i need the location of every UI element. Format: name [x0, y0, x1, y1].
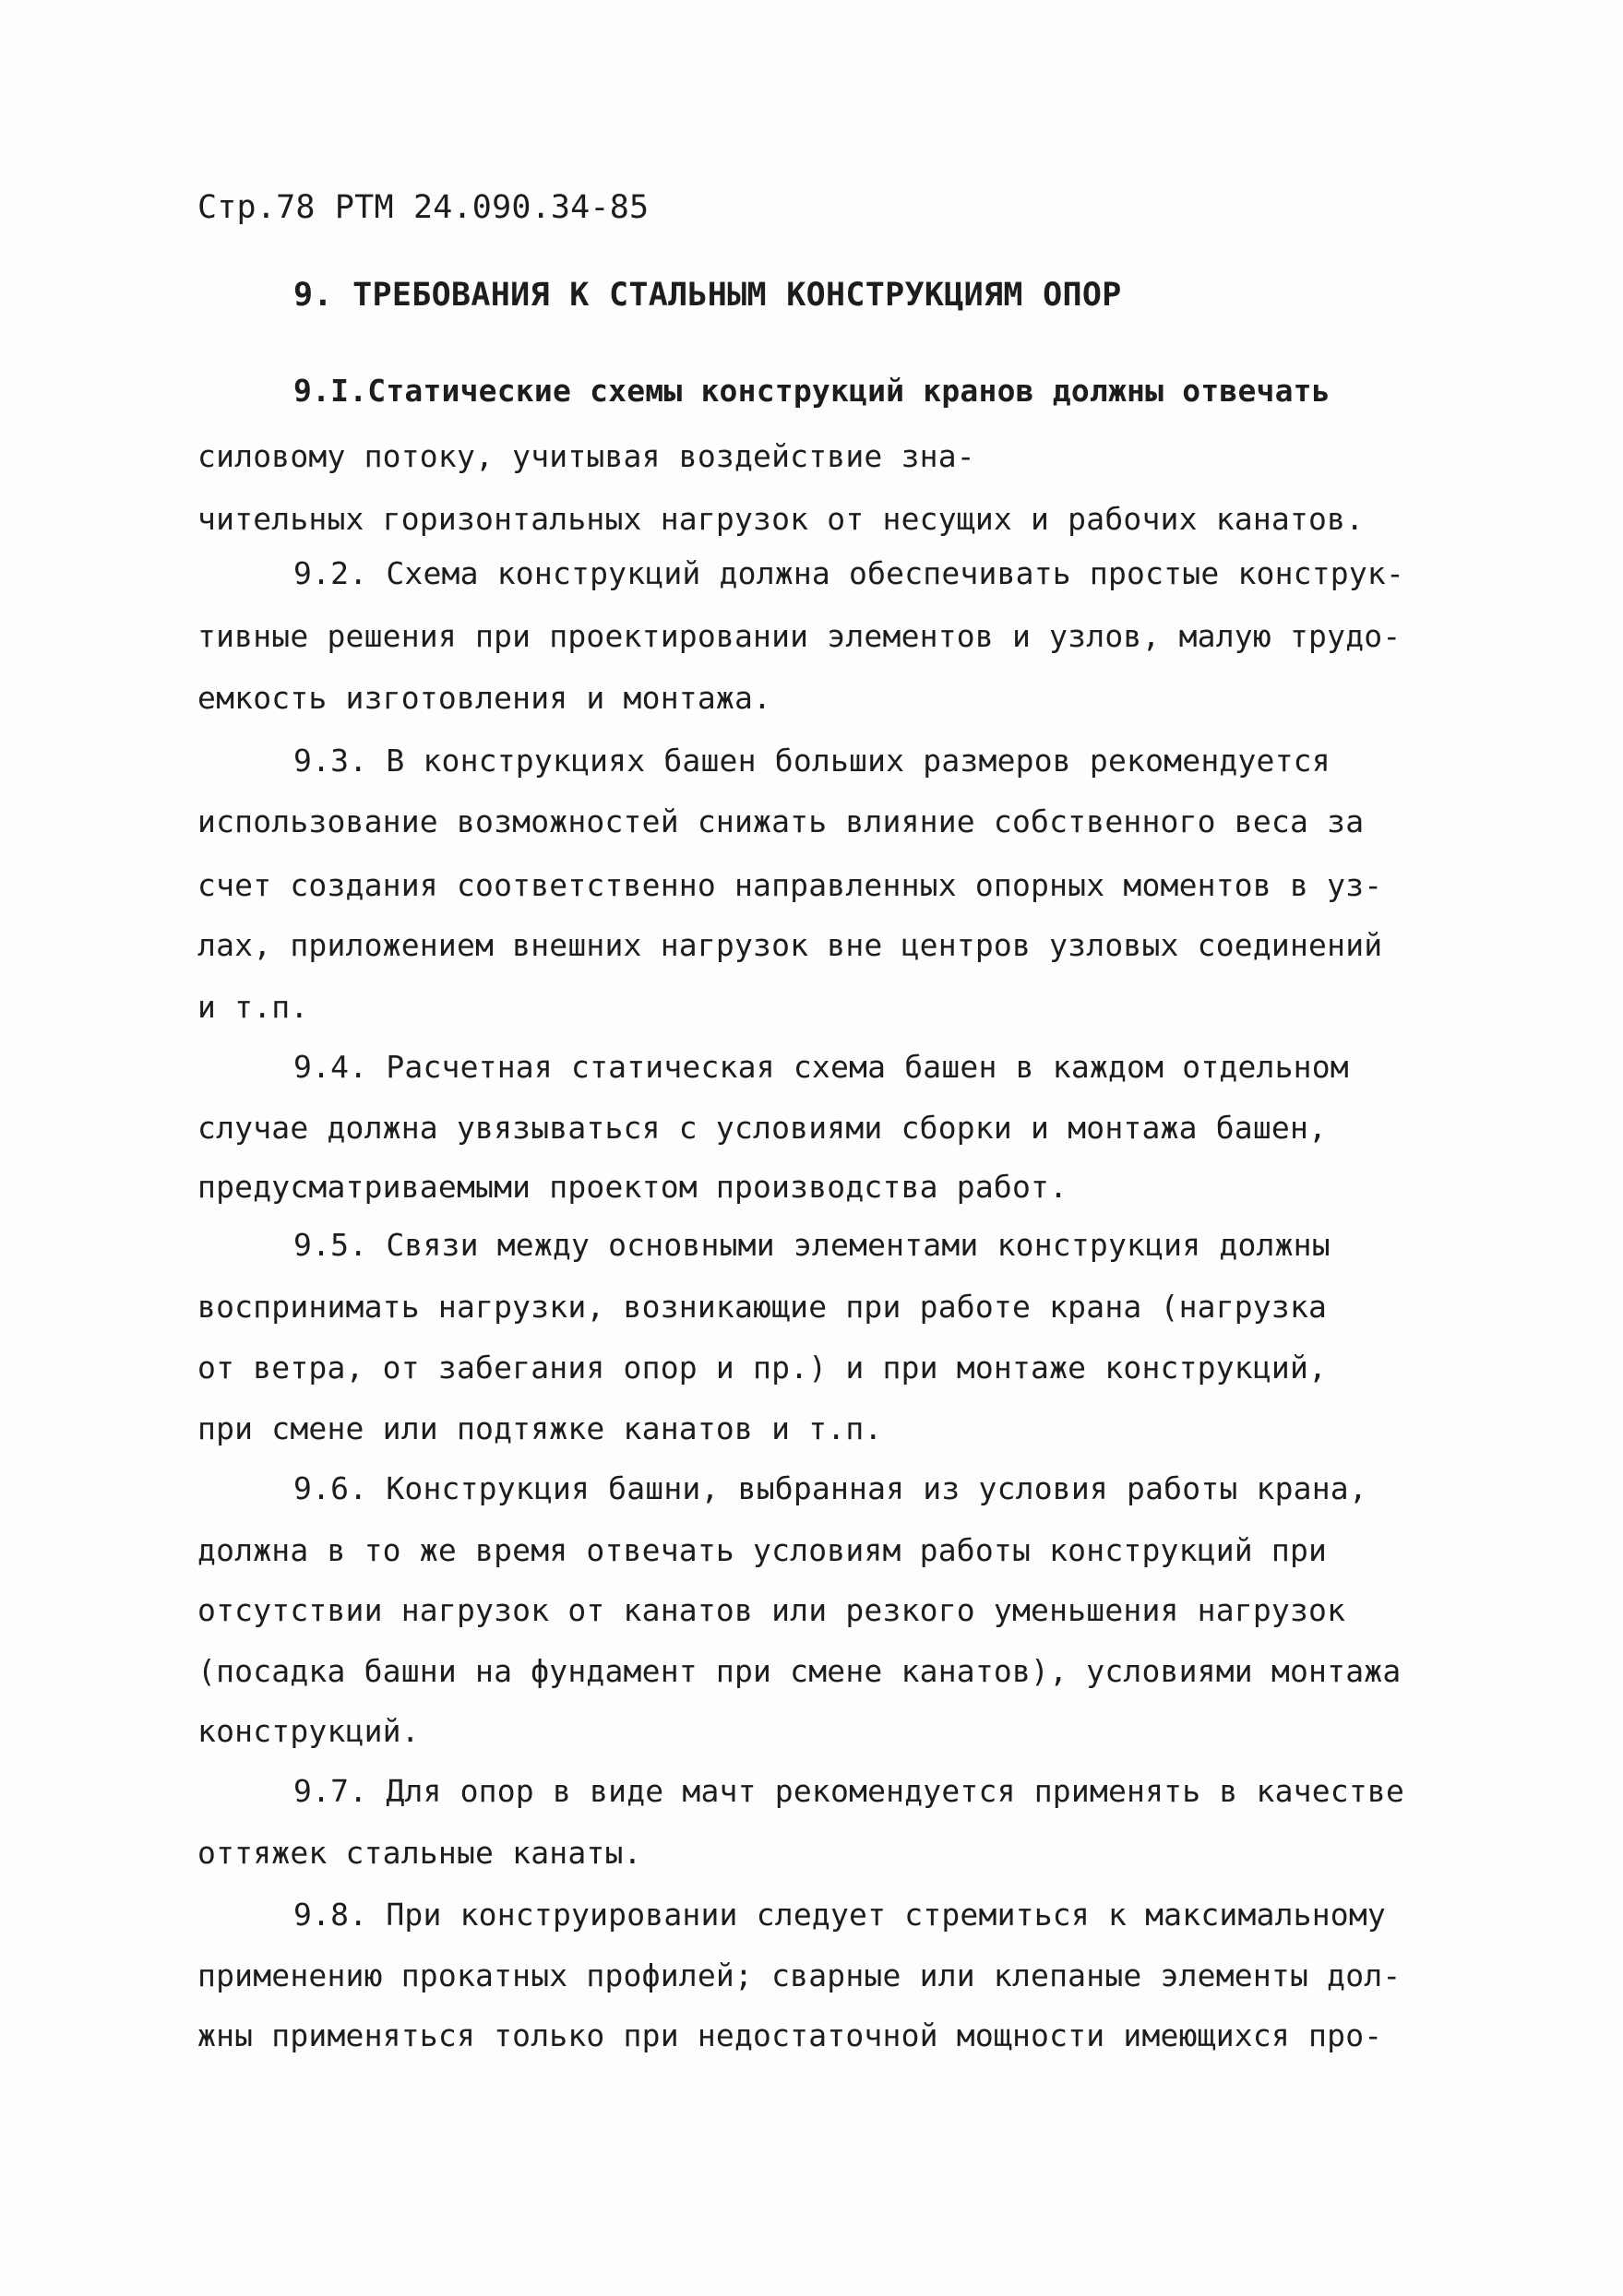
text-line-9-4-b: случае должна увязываться с условиями сборки и монтажа башен, [197, 1110, 1328, 1146]
text-line-9-8-b: применению прокатных профилей; сварные или клепаные элементы дол- [197, 1957, 1402, 1993]
text-line-9-7-b: оттяжек стальные канаты. [197, 1835, 642, 1871]
text-line-9-3-b: использование возможностей снижать влияние собственного веса за [197, 803, 1365, 839]
section-title: 9. ТРЕБОВАНИЯ К СТАЛЬНЫМ КОНСТРУКЦИЯМ ОПОР [293, 277, 1122, 314]
text-line-9-8-a: 9.8. При конструировании следует стремиться к максимальному [293, 1897, 1386, 1933]
text-line-9-6-b: должна в то же время отвечать условиям работы конструкций при [197, 1532, 1328, 1568]
text-line-9-3-a: 9.3. В конструкциях башен больших размеров рекомендуется [293, 743, 1331, 779]
text-line-9-5-c: от ветра, от забегания опор и пр.) и при монтаже конструкций, [197, 1350, 1328, 1386]
text-line-9-4-a: 9.4. Расчетная статическая схема башен в каждом отдельном [293, 1049, 1349, 1085]
page-header: Стр.78 РТМ 24.090.34-85 [197, 189, 650, 226]
text-line-9-8-c: жны применяться только при недостаточной мощности имеющихся про- [197, 2017, 1383, 2053]
text-line-9-7-a: 9.7. Для опор в виде мачт рекомендуется применять в качестве [293, 1773, 1405, 1809]
text-line-9-1-b: силовому потоку, учитывая воздействие зна- [197, 438, 975, 474]
text-line-9-6-c: отсутствии нагрузок от канатов или резкого уменьшения нагрузок [197, 1592, 1346, 1628]
text-line-9-3-c: счет создания соответственно направленных опорных моментов в уз- [197, 867, 1383, 903]
text-line-9-1-a: 9.I.Статические схемы конструкций кранов должны отвечать [293, 373, 1331, 409]
text-line-9-4-c: предусматриваемыми проектом производства работ. [197, 1169, 1068, 1205]
text-line-9-6-e: конструкций. [197, 1713, 420, 1749]
text-line-9-2-b: тивные решения при проектировании элементов и узлов, малую трудо- [197, 618, 1402, 654]
text-line-9-3-d: лах, приложением внешних нагрузок вне центров узловых соединений [197, 927, 1383, 963]
text-line-9-2-c: емкость изготовления и монтажа. [197, 680, 772, 716]
text-line-9-5-b: воспринимать нагрузки, возникающие при работе крана (нагрузка [197, 1289, 1328, 1325]
text-line-9-3-e: и т.п. [197, 989, 309, 1025]
text-line-9-6-a: 9.6. Конструкция башни, выбранная из условия работы крана, [293, 1470, 1367, 1506]
text-line-9-5-a: 9.5. Связи между основными элементами конструкция должны [293, 1227, 1331, 1263]
text-line-9-2-a: 9.2. Схема конструкций должна обеспечивать простые конструк- [293, 555, 1405, 591]
text-line-9-1-c: чительных горизонтальных нагрузок от несущих и рабочих канатов. [197, 501, 1365, 537]
text-line-9-6-d: (посадка башни на фундамент при смене канатов), условиями монтажа [197, 1653, 1402, 1689]
text-line-9-5-d: при смене или подтяжке канатов и т.п. [197, 1410, 883, 1446]
